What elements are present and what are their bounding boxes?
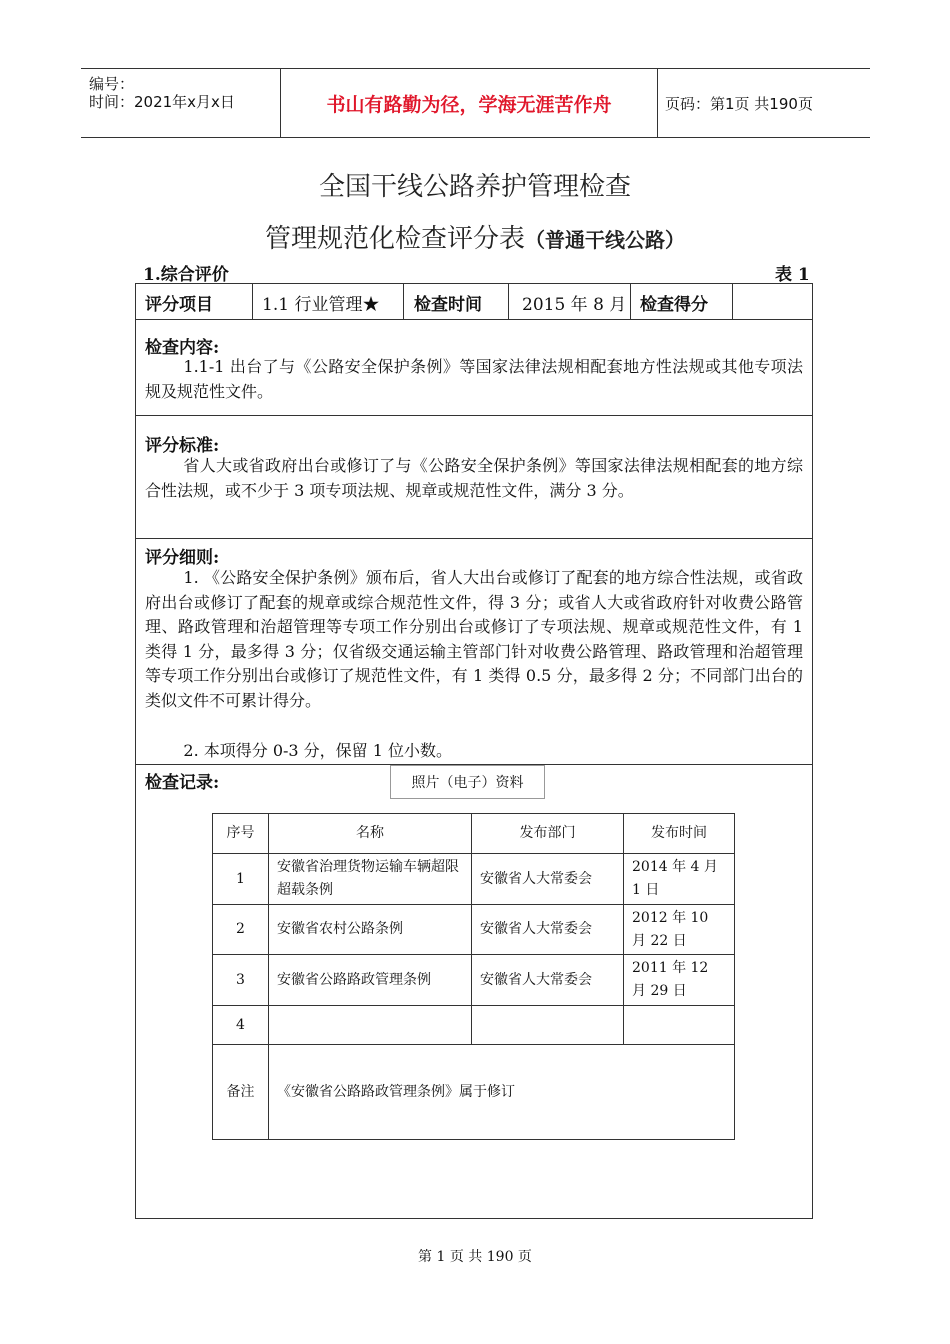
col-header-date: 发布时间 — [624, 814, 735, 854]
records-table — [212, 813, 735, 1140]
detail-heading: 评分细则: — [145, 548, 220, 568]
doc-title-line2 — [0, 218, 950, 255]
header-number: 编号： — [89, 75, 135, 93]
doc-title-main: 管理规范化检查评分表 — [264, 224, 525, 254]
row-name: 安徽省公路路政管理条例 — [269, 955, 472, 1006]
col-header-no: 序号 — [213, 814, 269, 854]
section-title: 1.综合评价 — [143, 265, 229, 285]
row-name: 安徽省治理货物运输车辆超限超载条例 — [269, 854, 472, 905]
table-row — [213, 854, 735, 905]
detail-text-1: 1. 《公路安全保护条例》颁布后，省人大出台或修订了配套的地方综合性法规，或省政府出台或修订了配套的规章或综合规范性文件，得 3 分；或省人大或省政府针对收费公路管理、路政管理和治超管理等专项工作分别出台或修订了专项法规、规章或规范性文件，有 1 类得 1 分，最多得 3 分；仅省级交通运输主管部门针对收费公路管理、路政管理和治超管理等专项工作分别出台或修订了规范性文件，有 1 类得 0.5 分，最多得 2 分；不同部门出台的类似文件不可累计得分。 — [145, 568, 803, 710]
row-date: 2014 年 4 月 1 日 — [624, 854, 735, 905]
remark-row — [213, 1045, 735, 1140]
row-dept: 安徽省人大常委会 — [472, 905, 624, 955]
header-time: 时间：2021年x月x日 — [89, 93, 235, 111]
doc-title-sub: （普通干线公路） — [525, 228, 685, 252]
content-heading: 检查内容: — [145, 338, 220, 358]
content-text: 1.1-1 出台了与《公路安全保护条例》等国家法律法规相配套地方性法规或其他专项法规及规范性文件。 — [145, 357, 803, 401]
header-motto: 书山有路勤为径，学海无涯苦作舟 — [281, 69, 658, 137]
row-dept — [472, 1006, 624, 1045]
row-dept: 安徽省人大常委会 — [472, 955, 624, 1006]
record-heading: 检查记录: — [145, 773, 220, 793]
time-label: 检查时间 — [414, 294, 482, 315]
row-date: 2011 年 12 月 29 日 — [624, 955, 735, 1006]
table-number: 表 1 — [775, 265, 810, 285]
row-no: 2 — [213, 905, 269, 955]
row-date: 2012 年 10 月 22 日 — [624, 905, 735, 955]
row-no: 1 — [213, 854, 269, 905]
col-header-dept: 发布部门 — [472, 814, 624, 854]
document-header — [81, 68, 870, 138]
standard-heading: 评分标准: — [145, 436, 220, 456]
score-label: 检查得分 — [640, 294, 708, 315]
doc-title-line1: 全国干线公路养护管理检查 — [318, 172, 631, 202]
time-value: 2015 年 8 月 — [522, 294, 627, 315]
header-meta — [81, 69, 281, 137]
item-label: 评分项目 — [145, 294, 213, 315]
detail-text-2: 2. 本项得分 0-3 分，保留 1 位小数。 — [183, 741, 453, 760]
header-page: 页码：第1页 共190页 — [665, 94, 813, 113]
table-header-row — [213, 814, 735, 854]
page-footer: 第 1 页 共 190 页 — [418, 1249, 532, 1265]
table-row — [213, 905, 735, 955]
row-name: 安徽省农村公路条例 — [269, 905, 472, 955]
row-date — [624, 1006, 735, 1045]
row-no: 3 — [213, 955, 269, 1006]
remark-text: 《安徽省公路路政管理条例》属于修订 — [269, 1045, 735, 1140]
table-row — [213, 955, 735, 1006]
standard-text: 省人大或省政府出台或修订了与《公路安全保护条例》等国家法律法规相配套的地方综合性法规，或不少于 3 项专项法规、规章或规范性文件，满分 3 分。 — [145, 456, 803, 500]
item-value: 1.1 行业管理★ — [262, 294, 380, 315]
col-header-name: 名称 — [269, 814, 472, 854]
remark-label: 备注 — [213, 1045, 269, 1140]
row-name — [269, 1006, 472, 1045]
photo-materials-label[interactable]: 照片（电子）资料 — [390, 765, 545, 799]
row-dept: 安徽省人大常委会 — [472, 854, 624, 905]
table-row — [213, 1006, 735, 1045]
row-no: 4 — [213, 1006, 269, 1045]
